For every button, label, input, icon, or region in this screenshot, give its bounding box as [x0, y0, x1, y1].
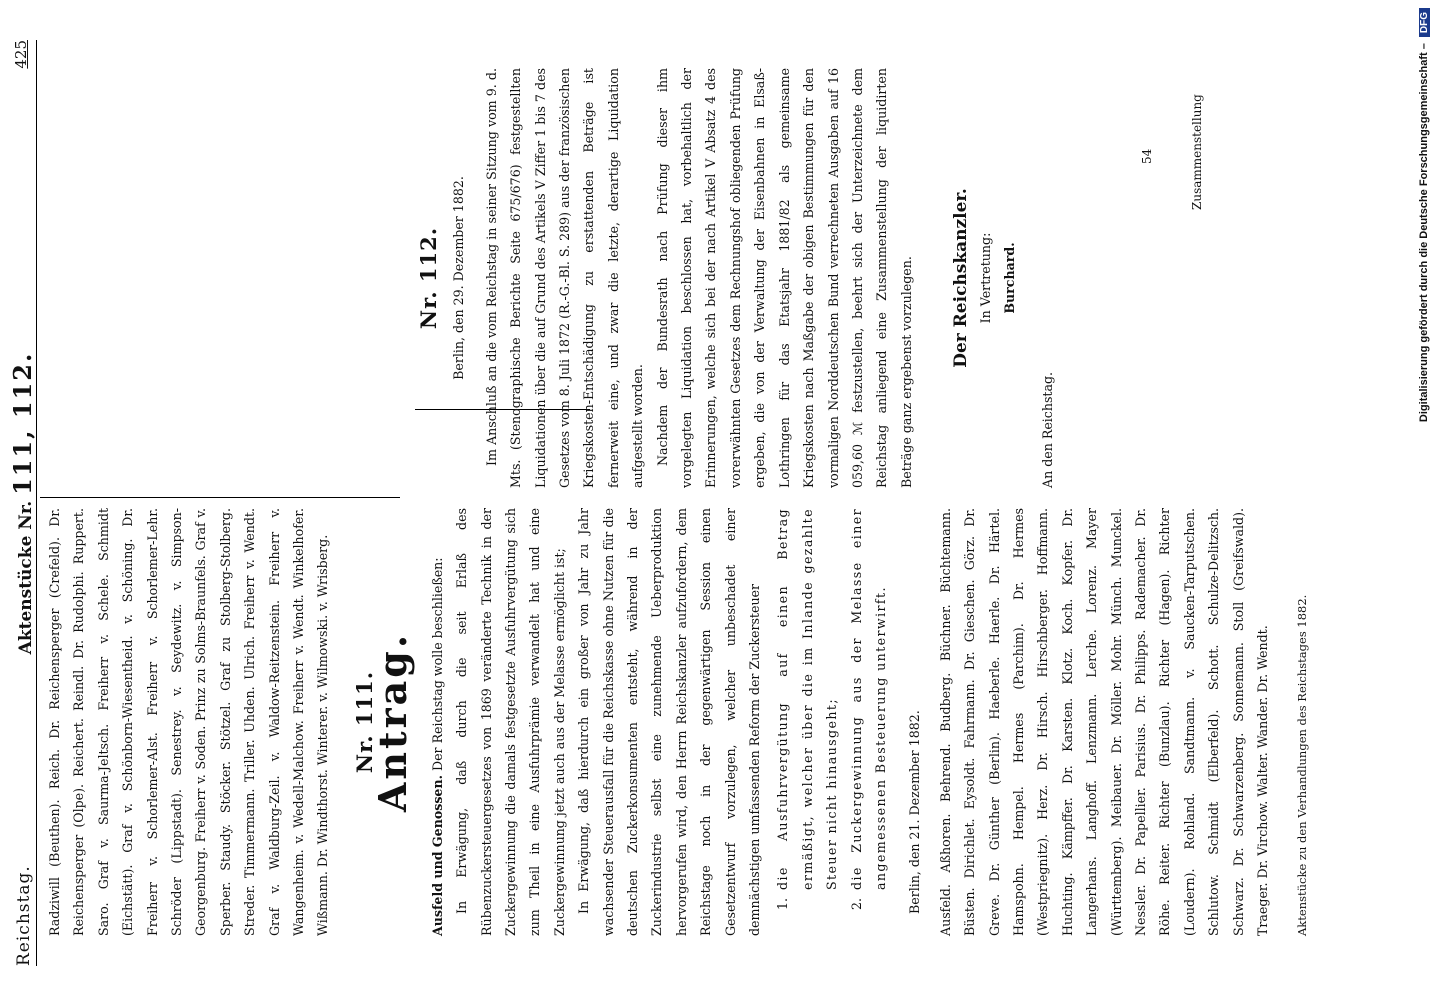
page-header	[8, 40, 38, 966]
nr-112-date: Berlin, den 29. Dezember 1882.	[451, 176, 467, 380]
signature-name: Burchard.	[1001, 242, 1017, 314]
signature-block	[949, 68, 1022, 488]
antrag-signers: Ausfeld. Aßhoren. Behrend. Budberg. Büchner. Büchtemann. Büsten. Dirichlet. Eysoldt. Fahrmann. Dr. Gieschen. Görz. Dr. Greve. Dr. Günther (Berlin). Haeberle. Haerle. Dr. Härtel. Hamspohn. Hempel. Hermes (Parchim). Dr. Hermes (Westpriegnitz). Herz. Dr. Hirsch. Hirschberger. Hoffmann. Huchting. Kämpffer. Dr. Karsten. Klotz. Koch. Kopfer. Dr. Langerhans. Langhoff. Lenzmann. Lerche. Lorenz. Mayer (Württemberg). Meibauer. Dr. Möller. Mohr. Münch. Munckel. Nessler. Dr. Papellier. Parisius. Dr. Philipps. Rademacher. Dr. Röhe. Reiter. Richter (Bunzlau). Richter (Hagen). Richter (Loudern). Rohland. Sandtmann. v. Saucken-Tarputschen. Schlutow. Schmidt (Elberfeld). Schott. Schulze-Delitzsch. Schwarz. Dr. Schwarzenberg. Sonnemann. Stoll (Greifswald). Traeger. Dr. Virchow. Walter. Wander. Dr. Wendt.	[937, 508, 1271, 936]
list-item	[771, 508, 844, 936]
nr-111-heading: Nr. 111.	[351, 670, 377, 774]
list-item	[845, 508, 894, 936]
header-center-numbers: 111, 112.	[8, 351, 37, 495]
right-column	[43, 68, 1061, 488]
header-center-prefix: Aktenstücke Nr.	[16, 500, 36, 655]
appendix-page: 54	[1140, 148, 1154, 164]
antrag-paragraph-1: In Erwägung, daß durch die seit Erlaß des Rübenzuckersteuergesetzes von 1869 veränderte Technik in der Zuckergewinnung die damals festgesetzte Ausfuhrvergütung sich zum Theil in eine Ausfuhrprämie verwandelt hat und eine Zuckergewinnung jetzt auch aus der Melasse ermöglicht ist;	[454, 508, 567, 936]
header-left: Reichstag.	[14, 865, 34, 966]
page-number: 425	[12, 40, 30, 69]
appendix-label: Zusammenstellung	[1190, 94, 1204, 210]
antrag-heading: Antrag.	[370, 631, 416, 813]
antrag-author: Ausfeld und Genossen.	[429, 775, 445, 936]
addressee: An den Reichstag.	[1040, 371, 1056, 488]
names-list-top: Radziwill (Beuthen). Reich. Dr. Reichensperger (Crefeld). Dr. Reichensperger (Olpe). Reichert. Reindl. Dr. Rudolphi. Ruppert. Saro. Graf v. Saurma-Jeltsch. Freiherr v. Schele. Schmidt (Eichstätt). Graf v. Schönborn-Wiesentheid. v. Schöning. Dr. Freiherr v. Schorlemer-Alst. Freiherr v. Schorlemer-Lehr. Schröder (Lippstadt). Senestrey. v. Seydewitz. v. Simpson-Georgenburg. Freiherr v. Soden. Prinz zu Solms-Braunfels. Graf v. Sperber. Staudy. Stöcker. Stötzel. Graf zu Stolberg-Stolberg. Streder. Timmermann. Triller. Uhden. Ulrich. Freiherr v. Wendt. Graf v. Waldburg-Zeil. v. Waldow-Reitzenstein. Freiherr v. Wangenheim. v. Wedell-Malchow. Freiherr v. Wendt. Winkelhofer. Wißmann. Dr. Windthorst. Winterer. v. Wilmowski. v. Wrisberg.	[47, 508, 331, 936]
nr-112-heading: Nr. 112.	[416, 226, 441, 330]
digitization-stamp	[1416, 0, 1432, 1000]
header-rule	[36, 40, 37, 966]
antrag-paragraph-2: In Erwägung, daß hierdurch ein großer von Jahr zu Jahr wachsender Steuerausfall für die Reichskasse ohne Nutzen für die deutschen Zuckerkonsumenten entsteht, während in der Zuckerindustrie selbst eine zunehmende Ueberproduktion hervorgerufen wird, den Herrn Reichskanzler aufzufordern, dem Reichstage noch in der gegenwärtigen Session einen Gesetzentwurf vorzulegen, welcher unbeschadet einer demnächstigen umfassenden Reform der Zuckersteuer	[576, 508, 762, 936]
column-divider	[40, 497, 400, 498]
antrag-intro	[426, 508, 450, 936]
nr-112-paragraph-1: Im Anschluß an die vom Reichstag in seiner Sitzung vom 9. d. Mts. (Stenographische Berichte Seite 675/676) festgestellten Liquidationen über die auf Grund des Artikels V Ziffer 1 bis 7 des Gesetzes vom 8. Juli 1872 (R.-G.-Bl. S. 289) aus der französischen Kriegskosten-Entschädigung zu erstattenden Beträge ist fernerweit eine, und zwar die letzte, derartige Liquidation aufgestellt worden.	[483, 68, 646, 488]
header-center	[8, 40, 37, 966]
list-item-text: die Ausfuhrvergütung auf einen Betrag ermäßigt, welcher über die im Inlande gezahlte Steuer nicht hinausgeht;	[775, 508, 840, 890]
signature-sub: In Vertretung:	[977, 232, 993, 324]
left-column	[43, 508, 1314, 936]
list-item-text: die Zuckergewinnung aus der Melasse einer angemessenen Besteuerung unterwirft.	[848, 508, 888, 890]
page-footnote: Aktenstücke zu den Verhandlungen des Reichstages 1882.	[1294, 594, 1309, 936]
right-column-spacer	[43, 68, 400, 488]
list-item-number: 1.	[775, 898, 791, 911]
nr-112-paragraph-2: Nachdem der Bundesrath nach Prüfung dieser ihm vorgelegten Liquidation beschlossen hat, vorbehaltlich der Erinnerungen, welche sich bei der nach Artikel V Absatz 4 des vorerwähnten Gesetzes dem Rechnungshof obliegenden Prüfung ergeben, die von der Verwaltung der Eisenbahnen in Elsaß-Lothringen für das Etatsjahr 1881/82 als gemeinsame Kriegskosten nach Maßgabe der obigen Bestimmungen für den vormaligen Norddeutschen Bund verrechneten Ausgaben auf 16 059,60 ℳ festzustellen, beehrt sich der Unterzeichnete dem Reichstag anliegend eine Zusammenstellung der liquidirten Beträge ganz ergebenst vorzulegen.	[654, 68, 914, 488]
antrag-list	[771, 508, 893, 936]
antrag-date: Berlin, den 21. Dezember 1882.	[907, 710, 923, 914]
list-item-number: 2.	[848, 898, 864, 911]
stamp-text: Digitalisierung gefördert durch die Deutsche Forschungsgemeinschaft –	[1418, 43, 1430, 423]
antrag-intro-rest: Der Reichstag wolle beschließen:	[429, 557, 445, 771]
dfg-logo: DFG	[1419, 8, 1430, 37]
signature-role: Der Reichskanzler.	[951, 188, 972, 368]
